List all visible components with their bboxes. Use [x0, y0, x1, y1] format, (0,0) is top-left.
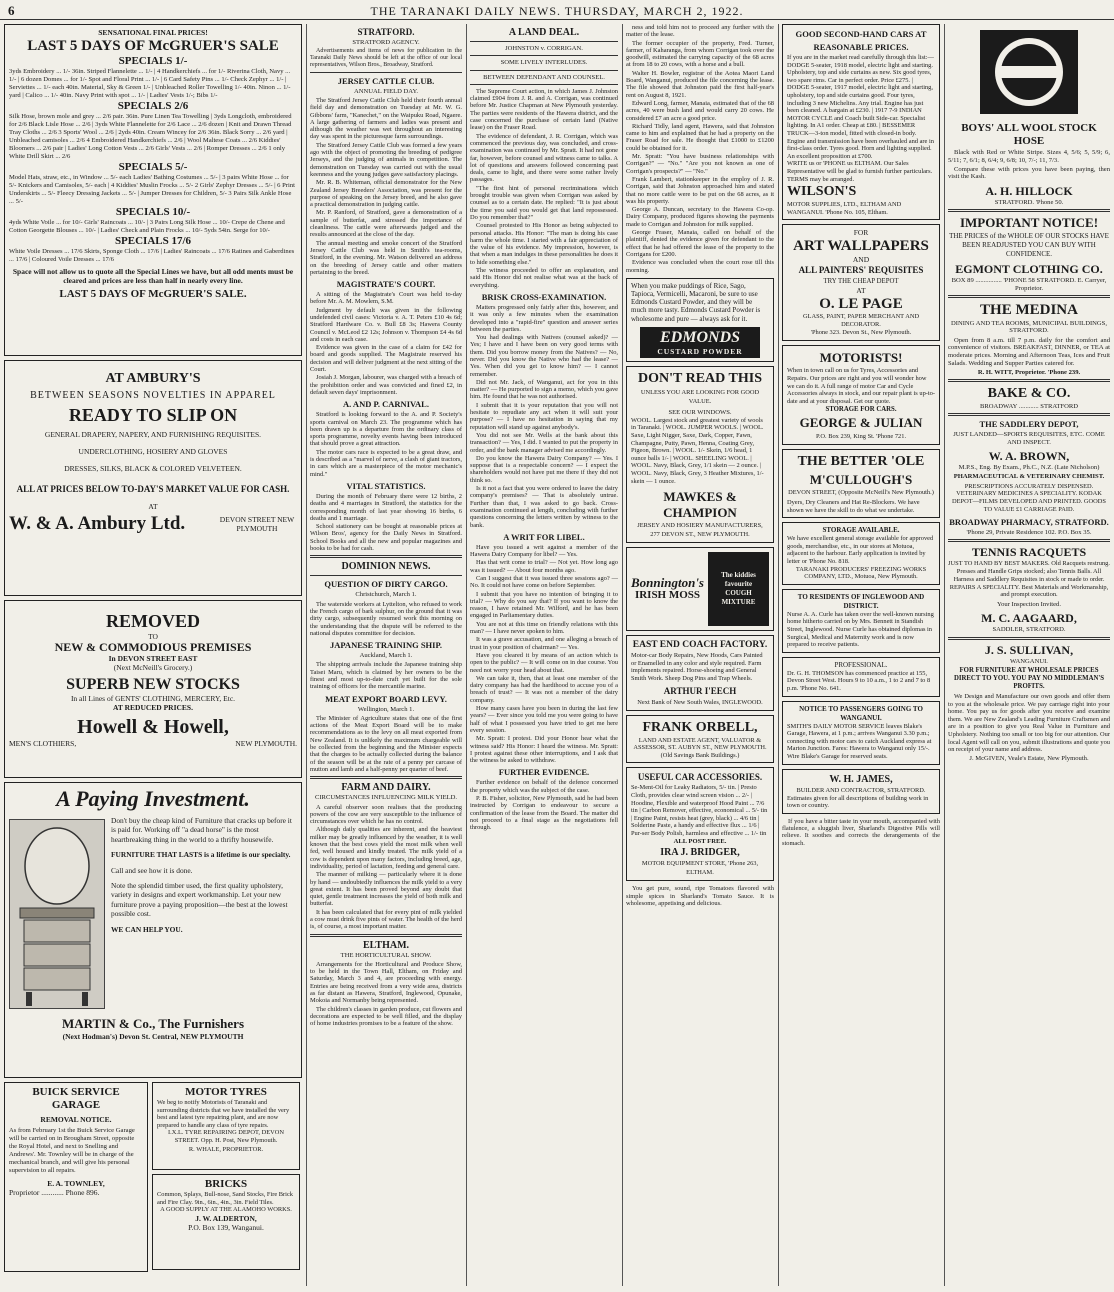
article-subheading: ANNUAL FIELD DAY. — [353, 87, 419, 95]
paragraph: School stationery can be bought at reasonable prices at Wilson Bros', agency for the Daily News in Stratford. School Books and all the new and popular magazines and books to be had for cash. — [310, 523, 462, 553]
ad-line: PHARMACEUTICAL & VETERINARY CHEMIST. — [953, 473, 1105, 481]
ad-line: J. McGIVEN, Veale's Estate, New Plymouth. — [969, 754, 1089, 762]
ad-line: A GOOD SUPPLY AT THE ALAMOHO WORKS. — [160, 1206, 292, 1214]
masthead: THE TARANAKI DAILY NEWS. THURSDAY, MARCH 2, 1922. — [370, 4, 744, 18]
ad-headline: ART WALLPAPERS — [793, 238, 929, 255]
ad-headline: DON'T READ THIS — [638, 370, 762, 386]
ad-line: UNDERCLOTHING, HOSIERY AND GLOVES — [78, 447, 228, 457]
paragraph: The motor cars race is expected to be a great draw, and is described as a "marvel of nerve, a clash of giant tractors, in cars which are a masterpiece of the motor mechanic's mind." — [310, 448, 462, 478]
advertiser-name: IRA J. BRIDGER, — [660, 847, 740, 859]
advertiser-name: W. H. JAMES, — [829, 773, 893, 785]
ad-line: ALL AT PRICES BELOW TO-DAY'S MARKET VALUE FOR CASH. — [16, 484, 290, 495]
ad-line: NEW & COMMODIOUS PREMISES — [54, 640, 252, 654]
product-name: IRISH MOSS — [634, 589, 701, 602]
paragraph: The annual meeting and smoke concert of the Stratford Jersey Cattle Club was held in Smith's tea-rooms, Stratford, in the evening. Mr. Watson delivered an address on the breeding of Jersey cattle and other matters pertaining to the breed. — [310, 239, 462, 276]
paragraph: P. B. Fisher, solicitor, New Plymouth, said he had been instructed by Corrigan to endeavour to secure a confirmation of the lease from the Board. The matter did not proceed to a final stage as the negotiations fell through. — [470, 795, 618, 832]
paragraph: Edward Long, farmer, Manaia, estimated that of the 68 acres, 40 were bush land and would carry 20 cows. He considered £7 an acre a good price. — [626, 99, 774, 122]
article-heading: JAPANESE TRAINING SHIP. — [329, 640, 443, 651]
paragraph: Counsel protested to His Honor as being subjected to personal attacks. His Honor: "The man is doing his case harm the whole time. I started with a fair appreciation of the value of his evidence. My impression, however, is that when a man indulges in these personalities he does it to hide something else." — [470, 222, 618, 266]
paragraph: The former occupier of the property, Fred. Turner, farmer, of Kaharanga, from whom Corrigan took over the goodwill, estimated the carrying capacity of the 68 acres at from 18 to 20 cows, with a horse and a bull. — [626, 39, 774, 69]
ad-headline: THE SADDLERY DEPOT, — [979, 419, 1079, 430]
storage-ad — [782, 522, 940, 585]
ad-headline: TO RESIDENTS OF INGLEWOOD AND DISTRICT. — [797, 592, 925, 610]
ad-body: THE PRICES of the WHOLE OF OUR STOCKS HAVE BEEN READJUSTED YOU CAN BUY WITH CONFIDENCE. — [949, 232, 1109, 259]
advertiser-address: Next Bank of New South Wales, INGLEWOOD. — [637, 698, 763, 706]
ad-body: Dr. G. H. THOMSON has commenced practice at 155, Devon Street West. Hours 9 to 10 a.m., 1 to 2 and 7 to 8 p.m. 'Phone No. 641. — [787, 669, 931, 692]
section-heading: SPECIALS 2/6 — [117, 100, 189, 112]
section-heading: DOMINION NEWS. — [341, 561, 431, 573]
paragraph: Stratford is looking forward to the A. and P. Society's sports carnival on March 23. The programme which has been drawn up is a departure from the ordinary class of sports programme, novelty events having been introduced that should prove a great attraction. — [310, 411, 462, 448]
advertiser-address: 277 DEVON ST., NEW PLYMOUTH. — [650, 531, 750, 539]
ad-body: We Design and Manufacture our own goods and offer them to you at the wholesale price. We pay carriage right into your home. You pay us for goods after you receive and examine them. We are New Zealand's Leading Furniture Craftsmen and are in a position to give you Real Value in Furniture and Upholstery. Nothing too small or too big for our attention. Our local Agent will call on you, submit illustrations and quote you on receipt of your name and address. — [948, 693, 1110, 754]
article-heading: JERSEY CATTLE CLUB. — [337, 75, 435, 86]
ad-body: PRESCRIPTIONS ACCURATELY DISPENSED. VETERINARY MEDICINES A SPECIALITY. KODAK DEPOT—FILMS DEVELOPED AND PRINTED. GOODS TO VALUE £1 CARRIAGE PAID. — [952, 482, 1106, 514]
ad-line: JUST LANDED—SPORTS REQUISITES, ETC. COME AND INSPECT. — [953, 431, 1105, 446]
wool-ad — [626, 366, 774, 543]
ad-line: BOX 89 ................ 'PHONE 58 STRATFORD. E. Carryer, Proprietor. — [951, 277, 1107, 292]
ad-line: NEW PLYMOUTH. — [235, 739, 297, 748]
paragraph: How many cases have you been in during the last few years? — Ever since you told me you were going to have half of what I possessed you have tried to get me here every session. — [470, 705, 618, 734]
dateline: Wellington, March 1. — [357, 705, 415, 713]
paragraph: Richard Tidly, land agent, Hawera, said that Johnston came to him and explained that he had a property on the Fraser Road for sale. He thought that £1000 to £1200 could be obtained for it. — [626, 122, 774, 152]
item-list: White Voile Dresses ... 17/6 Skirts, Sponge Cloth ... 17/6 | Ladies' Raincoats ... 17/6 Ratines and Gaberdines ... 17/6 | Coloured Voile Dresses ... 17/6 — [9, 248, 295, 263]
paragraph: I submit that it is your reputation that you will not hesitate to repudiate any act when it will suit your purpose? — I have no hesitation in saying that my reputation will stand up against anybody's. — [470, 401, 618, 431]
article-heading: VITAL STATISTICS. — [346, 480, 426, 491]
advertiser-address: DEVON STREET NEW PLYMOUTH — [219, 515, 295, 534]
motorists-ad — [782, 345, 940, 445]
ad-body: Dyers, Dry Cleaners and Hat Re-Blockers. We have shown we have the skill to do what we undertake. — [787, 499, 920, 514]
paragraph: The shipping arrivals include the Japanese training ship Taisei Maru, which is claimed by her owners to be the finest and most up-to-date craft yet built for the sole training of officers for the mercantile marine. — [310, 661, 462, 691]
mcgruer-sale-ad — [4, 24, 302, 356]
paragraph: The Minister of Agriculture states that one of the first actions of the Meat Export Board will be to make recommendations as to the levy on all meat exported from New Zealand. It is unlikely the maximum chargeable will be collected from the beginning and the Minister expects that the charges to be actually collected during the balance of the season will be at the rate of a penny per carcase of mutton and lamb and a half-penny per quarter of beef. — [310, 714, 462, 773]
ad-body: JUST TO HAND BY BEST MAKERS. Old Racquets restrung. Presses and Handle Grips stocked; also Tennis Balls. All Harness and Saddlery Requisites in stock or made to order. REPAIRS A SPECIALITY. Best Materials and Workmanship, and prompt execution. — [948, 560, 1110, 599]
advertiser-address: 'Phone 323. Devon St., New Plymouth. — [810, 329, 912, 337]
le-page-ad — [782, 224, 940, 341]
car-accessories-ad — [626, 767, 774, 881]
advertiser-name: ARTHUR I'EECH — [663, 685, 737, 696]
dresser-icon — [10, 820, 104, 1008]
ad-line: (Next McNeill's Grocery.) — [113, 663, 193, 672]
news-column-land-deal — [470, 24, 618, 1286]
ad-note: Space will not allow us to quote all the Special Lines we have, but all odd ments must be cleared and prices are less than half in nearly every line. — [12, 267, 294, 285]
ad-line: SADDLER, STRATFORD. — [992, 626, 1066, 634]
ad-line: AT REDUCED PRICES. — [113, 703, 193, 712]
ad-line: REMOVAL NOTICE. — [40, 1115, 112, 1124]
ad-line: WE CAN HELP YOU. — [111, 924, 183, 934]
paragraph: ness and told him not to proceed any further with the matter of the lease. — [626, 24, 774, 39]
advertiser-name: M'CULLOUGH'S — [809, 472, 913, 488]
ad-line: M.P.S., Eng. By Exam., Ph.C., N.Z. (Late Nicholson) — [958, 464, 1100, 472]
ad-line: If you are in the market read carefully through this list:— — [787, 54, 934, 61]
article-heading: MAGISTRATE'S COURT. — [336, 279, 436, 290]
section-heading: ELTHAM. — [362, 939, 410, 951]
paragraph: Judgment by default was given in the following undefended civil cases: Victoria v. A. T. Peters £10 4s 6d; Stratford Hardware Co. v. Bull £8 3s; Hawera County Council v. McLeod £2 12s; Johnson v. Thompson £4 4s 6d and costs in each case. — [310, 306, 462, 343]
better-ole-ad — [782, 449, 940, 518]
ad-line: Proprietor ............ Phone 896. — [9, 1188, 100, 1197]
item-list: 4yds White Voile ... for 10/- Girls' Raincoats ... 10/- | 3 Pairs Long Silk Hose ... 10/- Crepe de Chene and Cotton Georgette Blouses ... 10/- | Ladies' Check and Plain Frocks ... 10/- 5yds 54in. Serge for 10/- — [9, 219, 285, 234]
ad-line: FURNITURE THAT LASTS is a lifetime is our specialty. — [111, 850, 291, 860]
advertiser-name: W. A. BROWN, — [988, 449, 1070, 464]
advertiser-address: DEVON STREET, (Opposite McNeill's New Plymouth.) — [788, 489, 934, 497]
news-column-continued — [626, 24, 774, 1286]
ad-title: LAST 5 DAYS OF McGRUER'S SALE — [27, 38, 279, 54]
article-heading: A LAND DEAL. — [508, 27, 580, 38]
advertiser-name: Howell & Howell, — [77, 716, 229, 738]
howell-ad — [4, 600, 302, 778]
paragraph: Walter H. Bowler, registrar of the Aotea Maori Land Board, Wanganui, produced the file concerning the lease. The file showed that Johnston paid the first half-year's rent on August 8, 1921. — [626, 69, 774, 99]
ad-line: STORAGE FOR CARS. — [825, 406, 897, 414]
paragraph: Advertisements and items of news for publication in the Taranaki Daily News should be left at the office of our local representatives, Wilson Bros., Broadway, Stratford. — [310, 48, 462, 68]
ad-column — [4, 24, 302, 1286]
advertiser-name: MAWKES & CHAMPION — [663, 489, 737, 521]
product-name: CUSTARD POWDER — [657, 346, 743, 356]
paragraph: The evidence of defendant, J. R. Corrigan, which was commenced the previous day, was concluded, and cross-examination was continued by Mr. Spratt. It had not gone far, however, before counsel and witness came to talks. A lot of questions and answers followed concerning past deals, came to light, and there were some rather lively passages. — [470, 132, 618, 184]
paragraph: If you have a bitter taste in your mouth, accompanied with flatulence, a sluggish liver, Sharland's Digestive Pills will relieve. It soothes and corrects the derangements of the stomach. — [782, 817, 940, 847]
professional-ad — [782, 657, 940, 697]
ad-body: Open from 8 a.m. till 7 p.m. daily for the comfort and convenience of visitors. BREAKFAST, DINNER, or TEA at moderate prices. Morning and Afternoon Teas, Ices and Fruit Salads. Wedding and Supper Parties catered for. — [948, 336, 1110, 368]
ad-line: STRATFORD. 'Phone 50. — [994, 199, 1064, 207]
column-rule — [622, 24, 623, 1286]
section-heading: SPECIALS 17/6 — [114, 235, 192, 247]
ad-headline: TENNIS RACQUETS — [971, 545, 1087, 560]
ad-line: AND — [852, 255, 870, 265]
ad-column-stratford — [948, 24, 1110, 1286]
advertiser-name: J. S. SULLIVAN, — [984, 642, 1074, 657]
ad-headline: STORAGE AVAILABLE. — [822, 526, 900, 535]
ad-line: TO — [148, 632, 158, 641]
ad-line: FOR — [853, 228, 869, 238]
section-heading: SPECIALS 10/- — [115, 206, 191, 218]
ad-headline: READY TO SLIP ON — [68, 405, 238, 426]
ad-line: JERSEY AND HOSIERY MANUFACTURERS, — [637, 522, 763, 530]
ad-line: ALL POST FREE. — [673, 838, 727, 846]
ad-body: We beg to notify Motorists of Taranaki and surrounding districts that we have installed the very best and latest tyre repairing plant, and are now prepared to handle any class of tyre repairs. — [157, 1099, 290, 1129]
section-heading: SPECIALS 5/- — [118, 161, 188, 173]
paragraph: The children's classes in garden produce, cut flowers and decorations are expected to be well filled, and the display of home industries promises to be a feature of the show. — [310, 1005, 462, 1028]
item-list: DODGE 5-seater, 1918 model, electric light and starting. Upholstery, top and side curtains as new. Six good tyres, two spare rims. Car in perfect order. Price £275. | DODGE 5-seater, 1917 model, electric light and starting, upholstery, top and side curtains good. Four tyres, including 3 new Michelins. Any trial. Engine has just been cleaned. A bargain at £230. | 1917 7-9 INDIAN MOTOR CYCLE and Coach built Side-car. Specialist lighting. In A1 order. Cheap at £80. | BESSEMER TRUCK—3-ton model, fitted with closed-in body. Engine and transmission have been overhauled and are in first-class order. Tyres good. Horn and lighting supplied. An excellent proposition at £700. — [787, 61, 934, 160]
ad-headline: A Paying Investment. — [56, 786, 250, 811]
paragraph: We can take it, then, that at least one member of the dairy company has had the hardihood to accuse you of a breach of trust? — It was not a member of the dairy company. — [470, 674, 618, 704]
furniture-illustration — [9, 819, 105, 1009]
ad-headline: GOOD SECOND-HAND CARS AT REASONABLE PRICES. — [795, 29, 927, 52]
ad-kicker: AT AMBURY'S — [105, 371, 201, 386]
article-heading: MEAT EXPORT BOARD LEVY. — [325, 693, 447, 704]
motor-tyres-ad — [152, 1082, 300, 1170]
ad-line: In all Lines of GENTS' CLOTHING, MERCERY, Etc. — [70, 694, 236, 703]
ad-line: 'Phone 29, Private Residence 102. P.O. Box 35. — [966, 528, 1092, 536]
section-subheading: STRATFORD AGENCY. — [352, 39, 420, 46]
ad-body: Don't buy the cheap kind of Furniture that cracks up before it is paid for. Working off "a dead horse" is the most heartbreaking thing in the world to a thrifty housewife. — [111, 816, 292, 844]
ad-line: GLASS, PAINT, PAPER MERCHANT AND DECORATOR. — [802, 313, 920, 328]
paragraph: "The first hint of personal recriminations which brought trouble was given when Corrigan was asked by counsel as to a certain date. He replied: "It is just about the time you said you would get that land repossessed. Do you remember that?" — [470, 184, 618, 221]
ad-headline: MOTOR TYRES — [185, 1086, 267, 1098]
ad-body: We have excellent general storage available for approved goods, merchandise, etc., in our stores at Motuoa, adjacent to the harbour. Early application is invited by letter or 'Phone No. 818. — [787, 535, 934, 565]
paragraph: During the month of February there were 12 births, 2 deaths and 4 marriages in Stratford, the statistics for the corresponding month of last year showing 16 births, 6 deaths and 1 marriage. — [310, 492, 462, 522]
ad-line: BUILDER AND CONTRACTOR, STRATFORD. — [796, 786, 926, 794]
paragraph: The witness proceeded to offer an explanation, and said His Honor did not realise what was at the back of everything. — [470, 267, 618, 289]
ambury-ad — [4, 360, 302, 596]
advertiser-name: MARTIN & Co., The Furnishers — [61, 1016, 245, 1031]
article-heading: BRISK CROSS-EXAMINATION. — [481, 291, 607, 302]
ad-body: Common, Splays, Bull-nose, Sand Stocks, Fire Brick and Fire Clay. 9in., 6in., 4in., 3in. Field Tiles. — [157, 1191, 293, 1206]
article-heading: FURTHER EVIDENCE. — [498, 767, 590, 778]
advertiser-name: BROADWAY PHARMACY, STRATFORD. — [949, 516, 1109, 527]
paragraph: Evidence was concluded when the court rose till this morning. — [626, 259, 774, 274]
article-subheading: CIRCUMSTANCES INFLUENCING MILK YIELD. — [314, 794, 458, 802]
paragraph: Can I suggest that it was issued three sessions ago? — No. It could not have come on before September. — [470, 575, 618, 590]
paragraph: Although daily qualities are inherent, and the heaviest milker may be greatly influenced by the weather, it is well known that the best cows yield the most milk when well fed, well housed and kindly treated. The milk yield of a cow is dependent upon many factors, including breed, age, individuality, period of lactation, feeding and general care. — [310, 826, 462, 870]
ad-body: SMITH'S DAILY MOTOR SERVICE leaves Blake's Garage, Hawera, at 1 p.m.; arrives Wanganui 3.30 p.m.; connecting with motor cars to catch Auckland express at Marton Junction. Fares: Hawera to Wanganui only 15/-. Wire Blake's Garage for reserved seats. — [787, 722, 932, 760]
ad-body: Motor-car Body Repairs, New Hoods, Cars Painted or Enamelled in any color and style required. Farm implements repaired. Horse-shoeing and General Smith Work. Sheep Dog Pins and Trap Wheels. — [631, 652, 763, 682]
paragraph: Mr. R. B. Whiteman, official demonstrator for the New Zealand Jersey Breeders' Association, was present for the purpose of speaking on the Jersey breed, and he also gave a practical demonstration in judging cattle. — [310, 179, 462, 209]
paragraph: Further evidence on behalf of the defence concerned the property which was the subject of the case. — [470, 779, 618, 794]
paragraph: Josiah J. Morgan, labourer, was charged with a breach of the prohibition order and was convicted and fined £2, in default seven days' imprisonment. — [310, 374, 462, 396]
item-list: 3yds Embroidery ... 1/- 36in. Striped Flannelette ... 1/- | 4 Handkerchiefs ... for 1/- Riverina Cloth, Navy ... 1/- | 6 dozen Domes ... for 1/- Spot and Floral Print ... 1/- | 6 Card Safety Pins ... 1/- Check Zephyr ... 1/- | Serviettes ... 1/- each 40in. Material, Sky & Green 1/- | Unbleached Roller Towelling 1/- 40in. Ninon ... 1/- yard | Calico ... 1/- 40in. Navy Print with spot ... 1/- | Ladies' Vests 1/-; Bibs 1/- — [9, 68, 291, 99]
article-heading: QUESTION OF DIRTY CARGO. — [324, 579, 448, 590]
bricks-ad — [152, 1174, 300, 1270]
product-badge — [708, 552, 769, 626]
news-column-stratford — [310, 24, 462, 1286]
ad-headline: BUICK SERVICE GARAGE — [32, 1086, 120, 1111]
product-tagline: The kiddies favourite COUGH MIXTURE — [721, 571, 756, 607]
ad-line: WRITE us or 'PHONE us ELTHAM. Our Sales Representative will be glad to furnish further particulars. TERMS may be arranged. — [787, 160, 933, 183]
column-rule — [466, 24, 467, 1286]
ad-line: DINING AND TEA ROOMS, MUNICIPAL BUILDINGS, STRATFORD. — [951, 320, 1107, 335]
paragraph: You get pure, sound, ripe Tomatoes flavored with simple spices in Sharland's Tomato Sauce. It is wholesome, appetising and delicious. — [626, 885, 774, 908]
article-heading: A. AND P. CARNIVAL. — [343, 399, 429, 410]
ad-line: UNLESS YOU ARE LOOKING FOR GOOD VALUE. — [640, 388, 760, 405]
dateline: Christchurch, March 1. — [355, 591, 417, 599]
paragraph: Is it not a fact that you were ordered to leave the dairy company's premises? — That is absolutely untrue. Further than that, I was asked to go back. Cross-examination continued at length, concluding with further questions concerning the letters written by witness to the bank. — [470, 485, 618, 529]
ad-line: MOTOR SUPPLIES, LTD., ELTHAM AND WANGANUI. 'Phone No. 105, Eltham. — [787, 201, 902, 216]
column-rule — [306, 24, 307, 1286]
ad-body: When in town call on us for Tyres, Accessories and Repairs. Our prices are right and you will wonder how we can do it. A full range of motor Car and Cycle Accessories always in stock, and our repair plant is up-to-date and at your disposal. Get our quote. — [787, 367, 936, 405]
ad-headline: BOYS' ALL WOOL STOCK HOSE — [961, 122, 1097, 147]
paragraph: The Stratford Jersey Cattle Club held their fourth annual field day and demonstration on Tuesday at Mr. W. G. Gibbons' farm, "Kanechet," on the Waipuku Road, Ngaere. A large gathering of farmers and ladies was present and although the weather was wet throughout an interesting day was spent in the picturesque farm surroundings. — [310, 96, 462, 141]
builder-ad — [782, 769, 940, 814]
brand-name: Bonnington's — [631, 575, 704, 591]
shield-logo-icon — [974, 26, 1084, 118]
paragraph: Mr. Spratt: I protest. Did your Honor hear what the witness said? His Honor: I heard the witness. Mr. Spratt: I protest against these other interruptions, and I ask that the witness be asked to withdraw. — [470, 735, 618, 765]
advertiser-name: THE MEDINA — [980, 302, 1078, 319]
page-header — [0, 0, 1114, 20]
ad-line: P.O. Box 139, Wanganui. — [188, 1222, 264, 1232]
article-heading: A WRIT FOR LIBEL. — [503, 531, 585, 542]
ad-body: Nurse A. A. Curle has taken over the well-known nursing home hitherto carried on by Mrs. Bennett in Standish Street, Inglewood. Nurse Curle has obtained diplomas in Surgical, Medical and Maternity work and is now prepared to receive patients. — [787, 610, 934, 649]
advertiser-name: J. W. ALDERTON, — [195, 1213, 257, 1223]
ad-body: Estimates given for all descriptions of building work in town or country. — [787, 794, 929, 810]
paragraph: Mr. P. Ranford, of Stratford, gave a demonstration of a sample of butterfat, and stressed the importance of cleanliness. The cattle were afterwards judged and the results announced at the close of the day. — [310, 209, 462, 239]
ad-line: GENERAL DRAPERY, NAPERY, AND FURNISHING REQUISITES. — [44, 430, 262, 440]
motor-service-ad — [782, 701, 940, 765]
ad-line: R. WHALE, PROPRIETOR. — [188, 1145, 264, 1153]
ad-line: AT — [856, 286, 866, 296]
ad-body: When you make puddings of Rice, Sago, Tapioca, Vermicelli, Macaroni, be sure to use Edmonds Custard Powder, and they will be much more tasty. Edmonds Custard Powder is wholesome and pure — always ask for it. — [631, 281, 761, 323]
ad-line: BROADWAY ............ STRATFORD — [979, 403, 1079, 411]
paragraph: You had dealings with Natives (counsel asked)? — Yes; I have and I have been on very good terms with them. Did you borrow money from the Natives? — No, never. Did you know the Native who had the lease? — Yes. When did you get to know him? — I cannot remember. — [470, 334, 618, 378]
advertiser-name: O. LE PAGE — [819, 296, 903, 313]
paragraph: I submit that you have no intention of bringing it to trial? — Why do you say that? If you want to know the reason, I have retained Mr. Wilford, and he has been engaged in Parliamentary duties. — [470, 590, 618, 620]
advertiser-name: FRANK ORBELL, — [642, 719, 758, 735]
paragraph: The Stratford Jersey Cattle Club was formed a few years ago with the object of promoting the breeding of pedigree Jerseys, and the judging of animals in competition. The demonstration on Tuesday was carried out with the usual keenness and the young judges gave satisfactory placings. — [310, 141, 462, 178]
ad-headline: NOTICE TO PASSENGERS GOING TO WANGANUI. — [799, 704, 923, 722]
advertiser-name: EGMONT CLOTHING CO. — [955, 262, 1103, 277]
article-subheading: THE HORTICULTURAL SHOW. — [340, 951, 432, 959]
paragraph: Frank Lambert, stationkeeper in the employ of J. R. Corrigan, said that Johnston approached him and stated that no more cattle were to be put on the 68 acres, as it was his property. — [626, 175, 774, 205]
ad-headline: SUPERB NEW STOCKS — [66, 676, 240, 693]
bonnington-ad — [626, 547, 774, 631]
advertiser-address: (Next Hodman's) Devon St. Central, NEW PLYMOUTH — [62, 1032, 244, 1041]
buick-garage-ad — [4, 1082, 148, 1272]
paragraph: It was a grave accusation, and one alleging a breach of trust in your position of chairman? — Yes. — [470, 636, 618, 651]
column-rule — [944, 24, 945, 1286]
ad-line: SEE OUR WINDOWS. — [668, 408, 732, 416]
dateline: Auckland, March 1. — [359, 652, 413, 660]
ad-headline: EAST END COACH FACTORY. — [632, 640, 768, 651]
paragraph: You did not see Mr. Wells at the bank about this transaction? — Yes, I did. I wanted to put the property in order, and the bank manager advised me accordingly. — [470, 431, 618, 454]
paragraph: It has been calculated that for every pint of milk yielded a cow must drink five pints of water. The health of the herd is, of course, a most important matter. — [310, 908, 462, 931]
section-heading: FARM AND DAIRY. — [341, 782, 431, 794]
article-subheading: JOHNSTON v. CORRIGAN. — [505, 45, 583, 52]
nursing-home-ad — [782, 589, 940, 653]
ad-line: AT — [148, 502, 158, 512]
paragraph: Matters progressed only fairly after this, however, and it was only a few minutes when the examination developed into a "rapid-fire" question and answer series between the parties. — [470, 303, 618, 333]
advertiser-name: A. H. HILLOCK — [985, 184, 1073, 199]
paragraph: The waterside workers at Lyttelton, who refused to work the French cargo of bark sulphur, on the ground that it was dirty cargo, subsequently resumed work this morning on the understanding that the dispute will be referred to the national disputes committee for decision. — [310, 600, 462, 637]
ad-body: Compare these with prices you have been paying, then visit the Kash. — [948, 165, 1110, 181]
ad-body: Note the splendid timber used, the first quality upholstery, variety in designs and expert workmanship. Let your new furniture prove a paying proposition—the best at the lowest possible cost. — [111, 881, 288, 919]
ad-line: In DEVON STREET EAST — [108, 654, 198, 663]
advertiser-name: M. C. AAGAARD, — [981, 611, 1077, 626]
paragraph: A careful observer soon realises that the producing powers of the cow are very susceptible to the influence of circumstances over which he has no control. — [310, 803, 462, 826]
ad-kicker: SENSATIONAL FINAL PRICES! — [98, 28, 208, 37]
second-hand-cars-ad — [782, 24, 940, 220]
ad-headline: ALL PAINTERS' REQUISITES — [798, 265, 924, 276]
paragraph: Arrangements for the Horticultural and Produce Show, to be held in the Town Hall, Eltham, on Friday and Saturday, March 3 and 4, are proceeding with energy. Entries are being received from a very wide area, districts as far distant as Hawera, Stratford, Inglewood, Opunake, Mokoia and Normanby being represented. — [310, 960, 462, 1005]
paragraph: George A. Duncan, secretary to the Hawera Co-op. Dairy Company, produced figures showing the payments made to Corrigan and Johnston for milk supplied. — [626, 206, 774, 228]
paragraph: The manner of milking — particularly where it is done by hand — undoubtedly influences the milk yield to a very great extent. It has been proved beyond any doubt that quiet, gentle treatment increases the yield of both milk and butterfat. — [310, 871, 462, 908]
section-heading: SPECIALS 1/- — [118, 55, 188, 67]
ad-line: WANGANUI. — [1010, 657, 1048, 665]
ad-line: MEN'S CLOTHIERS, — [9, 739, 77, 748]
paragraph: Mr. Spratt: "You have business relationships with Corrigan?" — "No." "Are you not known as one of Corrigan's prospects?" — "No." — [626, 153, 774, 175]
advertiser-name: TARANAKI PRODUCERS' FREEZING WORKS COMPANY, LTD., Motuoa, New Plymouth. — [795, 565, 927, 581]
advertiser-name: E. A. TOWNLEY, — [47, 1179, 105, 1188]
martin-furniture-ad — [4, 782, 302, 1078]
ad-line: MOTOR EQUIPMENT STORE, 'Phone 263, ELTHAM. — [641, 860, 759, 877]
page-number: 6 — [8, 3, 15, 18]
advertiser-name: WILSON'S — [787, 184, 857, 200]
ad-headline: MOTORISTS! — [819, 350, 903, 366]
article-subheading: SOME LIVELY INTERLUDES. — [500, 59, 588, 67]
edmonds-custard-ad — [626, 278, 774, 362]
paragraph: A sitting of the Magistrate's Court was held to-day before Mr. A. M. Mowlem, S.M. — [310, 291, 462, 306]
paragraph: Have you cleared it by means of an action which is open to the public? — It will come on in due course. You need not worry your head about that. — [470, 651, 618, 674]
paragraph: The Supreme Court action, in which James J. Johnston claimed £904 from J. R. and A. Corrigan, was continued before Mr. Justice Chapman at New Plymouth yesterday. The parties were residents of the Hawera district, and the case concerned the purchase of certain land (Native lease) on the Fraser Road. — [470, 87, 618, 132]
paragraph: Evidence was given in the case of a claim for £42 for board and goods supplied. The Magistrate reserved his decision and will deliver judgment at the next sitting of the Court. — [310, 344, 462, 374]
ad-headline: REMOVED — [106, 611, 200, 631]
article-subheading: BETWEEN DEFENDANT AND COUNSEL. — [483, 73, 605, 81]
ad-line: R. H. WITT, Proprietor. 'Phone 239. — [977, 368, 1081, 376]
ad-line: I.X.L. TYRE REPAIRING DEPOT, DEVON STREET. Opp. H. Post, New Plymouth. — [168, 1129, 284, 1144]
section-heading: STRATFORD. — [357, 27, 415, 37]
advertiser-name: BAKE & CO. — [987, 386, 1071, 402]
ad-line: BETWEEN SEASONS NOVELTIES IN APPAREL — [30, 390, 276, 401]
brand-name: EDMONDS — [659, 328, 740, 346]
column-rule — [778, 24, 779, 1286]
paragraph: Do you know the Hawera Dairy Company? — Yes. I suppose that is a respectable concern? — I expect the shareholders would not have put me there if they did not think so. — [470, 454, 618, 484]
paragraph: Did not Mr. Jack, of Wanganui, act for you in this matter? — He purported to sign a memo, which you gave him. He found that he was not authorised. — [470, 378, 618, 401]
paragraph: Have you issued a writ against a member of the Hawera Dairy Company for libel? — Yes. — [470, 543, 618, 559]
paragraph: George Fraser, Manaia, called on behalf of the plaintiff, denied the evidence given for defendant to the effect that he had offered the lease of the property to the Corrigans for £200. — [626, 229, 774, 258]
ad-column-motoring — [782, 24, 940, 1286]
orbell-ad — [626, 715, 774, 764]
ad-line: LAND AND ESTATE AGENT, VALUATOR & ASSESSOR, ST. AUBYN ST., NEW PLYMOUTH. (Old Savings Bank Buildings.) — [633, 736, 767, 759]
ad-body: Black with Red or White Stripe. Sizes 4, 5/6; 5, 5/9; 6, 5/11; 7, 6/1; 8, 6/4; 9, 6/8; 10, 7/-; 11, 7/3. — [948, 149, 1110, 164]
ad-body: As from February 1st the Buick Service Garage will be carried on in Brougham Street, opposite the Royal Hotel, and next to Snelling and Andrews'. Mr. Townley will be in charge of the mechanical branch, and will give his personal supervision to all repairs. — [9, 1127, 135, 1174]
ad-line: TRY THE CHEAP DEPOT — [823, 278, 899, 286]
ad-body: FOR FURNITURE AT WHOLESALE PRICES DIRECT TO YOU. YOU PAY NO MIDDLEMAN'S PROFITS. — [953, 667, 1105, 690]
advertiser-name: GEORGE & JULIAN — [799, 415, 923, 431]
item-list: Se-Ment-Oil for Leaky Radiators, 5/- tin. | Presto Cloth, provides clear wind screen vision ... 2/- | Hoodine, Flexible and waterproof Hood Paint ... 7/6 tin | Carbon Remover, effective, economical ... 5/- tin | Engine Paint, resists heat (grey, black) ... 4/6 tin | Solderine Paste, a handy and effective flux ... 1/6 | Pur-ser Body Polish, harmless and effective ... 1/- tin — [631, 784, 768, 837]
paragraph: Has that writ come to trial? — Not yet. How long ago was it issued? — About four months ago. — [470, 559, 618, 574]
cash-store-logo — [948, 26, 1110, 118]
ad-headline: PROFESSIONAL. — [834, 660, 888, 669]
advertiser-address: P.O. Box 239, King St. 'Phone 721. — [815, 433, 907, 441]
ad-headline: IMPORTANT NOTICE! — [959, 215, 1099, 231]
ad-headline: THE BETTER 'OLE — [797, 454, 925, 470]
advertiser-name: W. & A. Ambury Ltd. — [9, 513, 186, 535]
ad-line: DRESSES, SILKS, BLACK & COLORED VELVETEEN. — [64, 464, 242, 474]
item-list: Model Hats, straw, etc., in Window ... 5/- each Ladies' Bathing Costumes ... 5/- | 3 pairs White Hose ... for 5/- Knickers and Camisoles, 5/- each | 4 Kiddies' Muslin Frocks ... 5/- 2 Girls' Zephyr Dresses ... 5/- | 6 Print Underskirts ... 5/- Fleecy Dressing Jackets ... 5/- | Jumper Dresses for Children, 5/- 3 Pairs Silk Ankle Hose ... 5/- — [9, 174, 295, 205]
item-list: Silk Hose, brown mole and grey ... 2/6 pair. 36in. Pure Linen Tea Towelling | 3yds Longcloth, embroidered for 2/6 Black Lisle Hose ... 2/6 | 3yds White Flannelette for 2/6 Lace ... 2/6 dozen | Knit and Drawn Thread Tray Cloths ... 2/6 3 Sports' Wool ... 2/6 | 2yds 40in. Cream Wincey for 2/6 36in. Black Sorry ... 2/6 yard | Unbleached camisoles ... 2/6 4 Embroidered Handkerchiefs ... 2/6 | Wool Maltese Coats ... 2/6 Kiddies' Bloomers ... 2/6 pair | Ladies' Long Cotton Vests ... 2/6 Girls' Vests ... 2/6 | Romper Dresses ... 2/6 1 only White Drill Skirt ... 2/6 — [9, 113, 292, 160]
east-end-coach-ad — [626, 635, 774, 710]
ad-headline: USEFUL CAR ACCESSORIES. — [637, 772, 763, 783]
ad-footer: LAST 5 DAYS OF McGRUER'S SALE. — [59, 288, 247, 300]
ad-line: Your Inspection Invited. — [997, 601, 1061, 609]
item-list: WOOL. Largest stock and greatest variety of wools in Taranaki. | WOOL. JUMPER WOOLS. | WOOL. Saxe, Light Nigger, Saxe, Dark, Copper, Fawn, Champagne, Putty, Pawn, Henna, Coating Grey, Pigeon, Brown. | WOOL. 1/- Skein, 1/6 head, 1 ounce balls 1/- | WOOL. SHEELING WOOL. | WOOL. Navy, Black, Grey, 1/1 skein — 2 ounce. | WOOL. Navy, Black, Grey, 3 Heather Mixtures, 1/- skein — 1 ounce. — [631, 416, 764, 485]
ad-headline: BRICKS — [204, 1178, 248, 1190]
paragraph: You are not at this time on friendly relations with this man? — I have never spoken to him. — [470, 620, 618, 636]
ad-line: Call and see how it is done. — [111, 865, 193, 875]
